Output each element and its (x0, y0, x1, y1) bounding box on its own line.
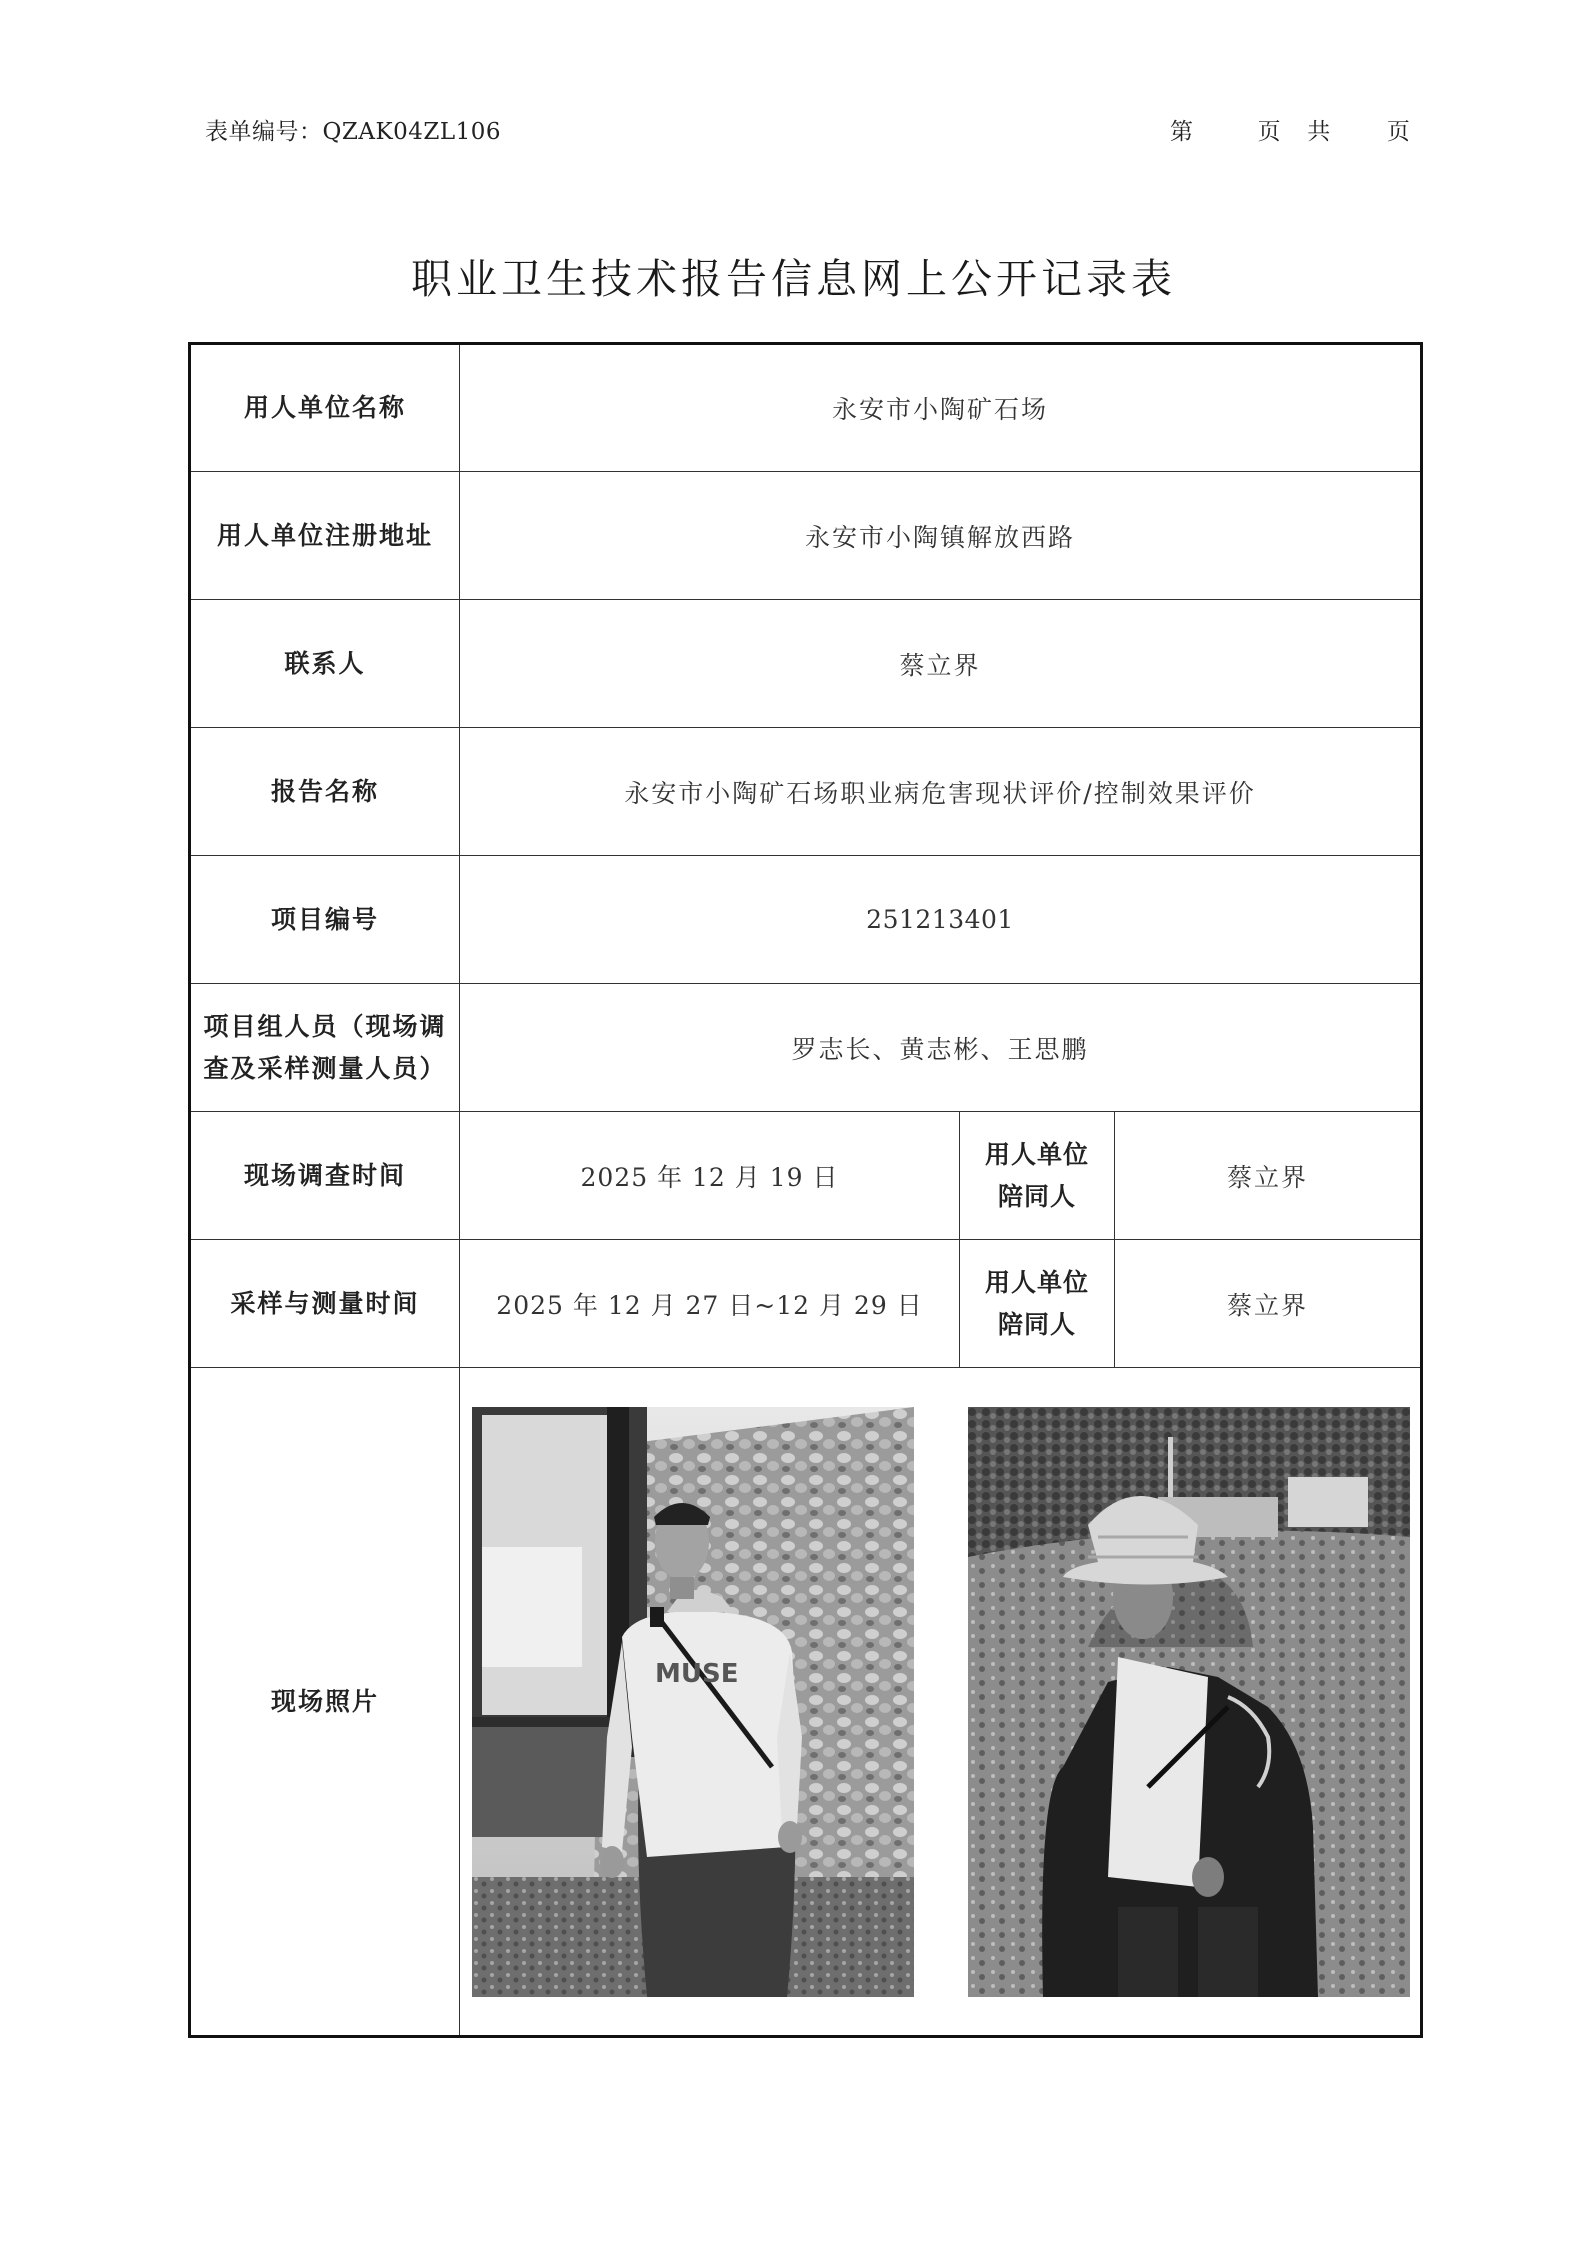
sampling-escort-label-line1: 用人单位 (984, 1267, 1089, 1297)
row-report-name (190, 728, 1422, 856)
site-photo-2-image (968, 1407, 1410, 1997)
project-no-value: 251213401 (460, 856, 1422, 984)
row-sampling (190, 1240, 1422, 1368)
report-name-value: 永安市小陶矿石场职业病危害现状评价/控制效果评价 (460, 728, 1422, 856)
team-label-line2: 查及采样测量人员） (203, 1053, 447, 1083)
survey-escort-label-line2: 陪同人 (997, 1181, 1076, 1211)
page-indicator (1170, 113, 1410, 146)
row-contact (190, 600, 1422, 728)
photos-cell (460, 1368, 1422, 2037)
page-label-di: 第 (1170, 119, 1193, 145)
contact-label: 联系人 (190, 600, 460, 728)
site-photo-1 (472, 1407, 914, 1997)
row-photos (190, 1368, 1422, 2037)
employer-name-value: 永安市小陶矿石场 (460, 344, 1422, 472)
page-label-gong: 共 (1307, 119, 1331, 145)
employer-address-label: 用人单位注册地址 (190, 472, 460, 600)
sampling-escort-label-line2: 陪同人 (997, 1309, 1076, 1339)
sampling-time-value: 2025 年 12 月 27 日~12 月 29 日 (460, 1240, 960, 1368)
site-photo-1-image (472, 1407, 914, 1997)
row-employer-address (190, 472, 1422, 600)
page-label-ye: 页 (1257, 119, 1281, 145)
survey-escort-label (960, 1112, 1115, 1240)
row-team (190, 984, 1422, 1112)
team-value: 罗志长、黄志彬、王思鹏 (460, 984, 1422, 1112)
employer-name-label: 用人单位名称 (190, 344, 460, 472)
site-photo-2 (968, 1407, 1410, 1997)
sampling-time-label: 采样与测量时间 (190, 1240, 460, 1368)
page-label-ye-total: 页 (1386, 119, 1410, 145)
team-label-line1: 项目组人员（现场调 (203, 1011, 447, 1041)
contact-value: 蔡立界 (460, 600, 1422, 728)
survey-escort-value: 蔡立界 (1115, 1112, 1422, 1240)
page-title: 职业卫生技术报告信息网上公开记录表 (411, 255, 1176, 303)
sampling-escort-label (960, 1240, 1115, 1368)
employer-address-value: 永安市小陶镇解放西路 (460, 472, 1422, 600)
row-employer-name (190, 344, 1422, 472)
photos-container (460, 1407, 1420, 1997)
sampling-escort-value: 蔡立界 (1115, 1240, 1422, 1368)
row-project-no (190, 856, 1422, 984)
form-number: 表单编号：QZAK04ZL106 (205, 119, 502, 145)
photos-label: 现场照片 (190, 1368, 460, 2037)
survey-time-value: 2025 年 12 月 19 日 (460, 1112, 960, 1240)
row-survey (190, 1112, 1422, 1240)
survey-time-label: 现场调查时间 (190, 1112, 460, 1240)
report-name-label: 报告名称 (190, 728, 460, 856)
shirt-print-text: MUSE (655, 1658, 739, 1689)
record-table (188, 342, 1423, 2038)
team-label (190, 984, 460, 1112)
survey-escort-label-line1: 用人单位 (984, 1139, 1089, 1169)
project-no-label: 项目编号 (190, 856, 460, 984)
